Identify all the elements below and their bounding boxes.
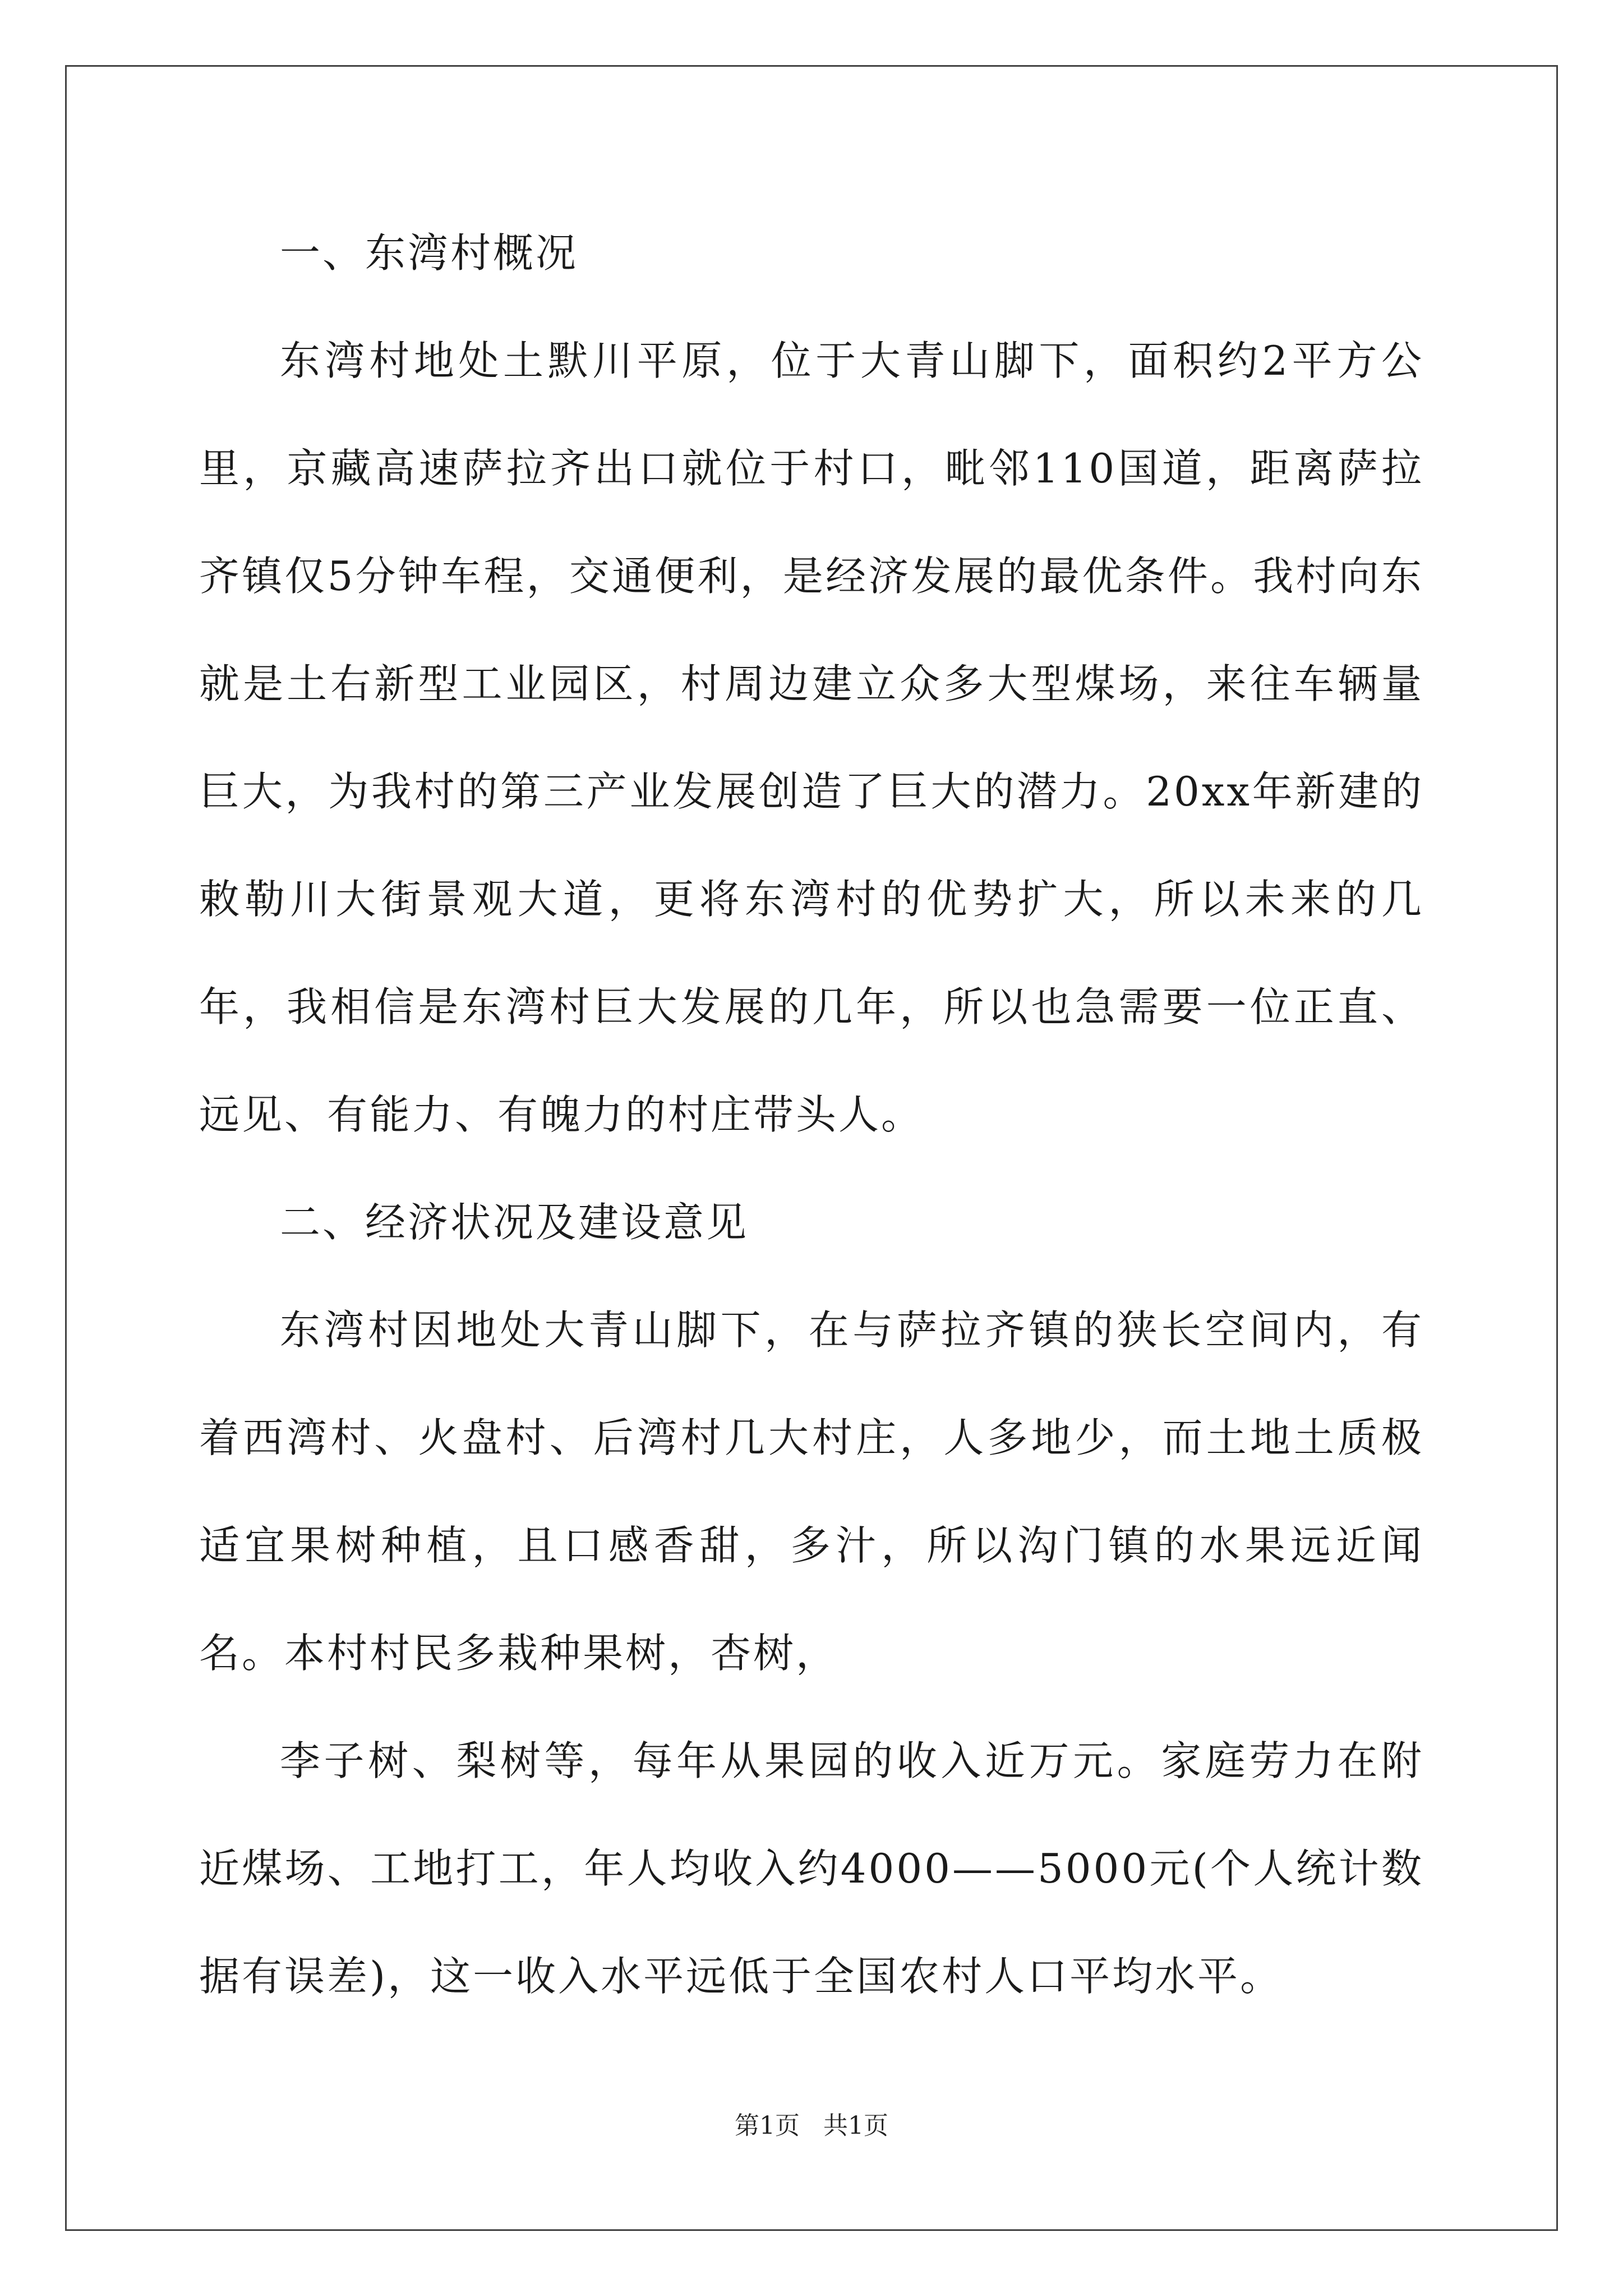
document-body xyxy=(199,199,1424,2030)
section-heading-economy: 二、经济状况及建设意见 xyxy=(280,1199,749,1246)
paragraph-economy-1: 东湾村因地处大青山脚下，在与萨拉齐镇的狭长空间内，有着西湾村、火盘村、后湾村几大村庄，人多地少，而土地土质极适宜果树种植，且口感香甜，多汁，所以沟门镇的水果远近闻名。本村村民多栽种果树，杏树， xyxy=(199,1306,1424,1677)
paragraph-overview: 东湾村地处土默川平原，位于大青山脚下，面积约2平方公里，京藏高速萨拉齐出口就位于村口，毗邻110国道，距离萨拉齐镇仅5分钟车程，交通便利，是经济发展的最优条件。我村向东就是土右新型工业园区，村周边建立众多大型煤场，来往车辆量巨大，为我村的第三产业发展创造了巨大的潜力。20xx年新建的敕勒川大街景观大道，更将东湾村的优势扩大，所以未来的几年，我相信是东湾村巨大发展的几年，所以也急需要一位正直、远见、有能力、有魄力的村庄带头人。 xyxy=(199,337,1424,1138)
page-footer xyxy=(0,2109,1623,2143)
paragraph-economy-2: 李子树、梨树等，每年从果园的收入近万元。家庭劳力在附近煤场、工地打工，年人均收入约4000——5000元(个人统计数据有误差)，这一收入水平远低于全国农村人口平均水平。 xyxy=(199,1737,1424,2000)
page-number-current: 第1页 xyxy=(735,2111,800,2140)
page-number-total: 共1页 xyxy=(823,2111,888,2140)
section-heading-overview: 一、东湾村概况 xyxy=(280,229,579,277)
